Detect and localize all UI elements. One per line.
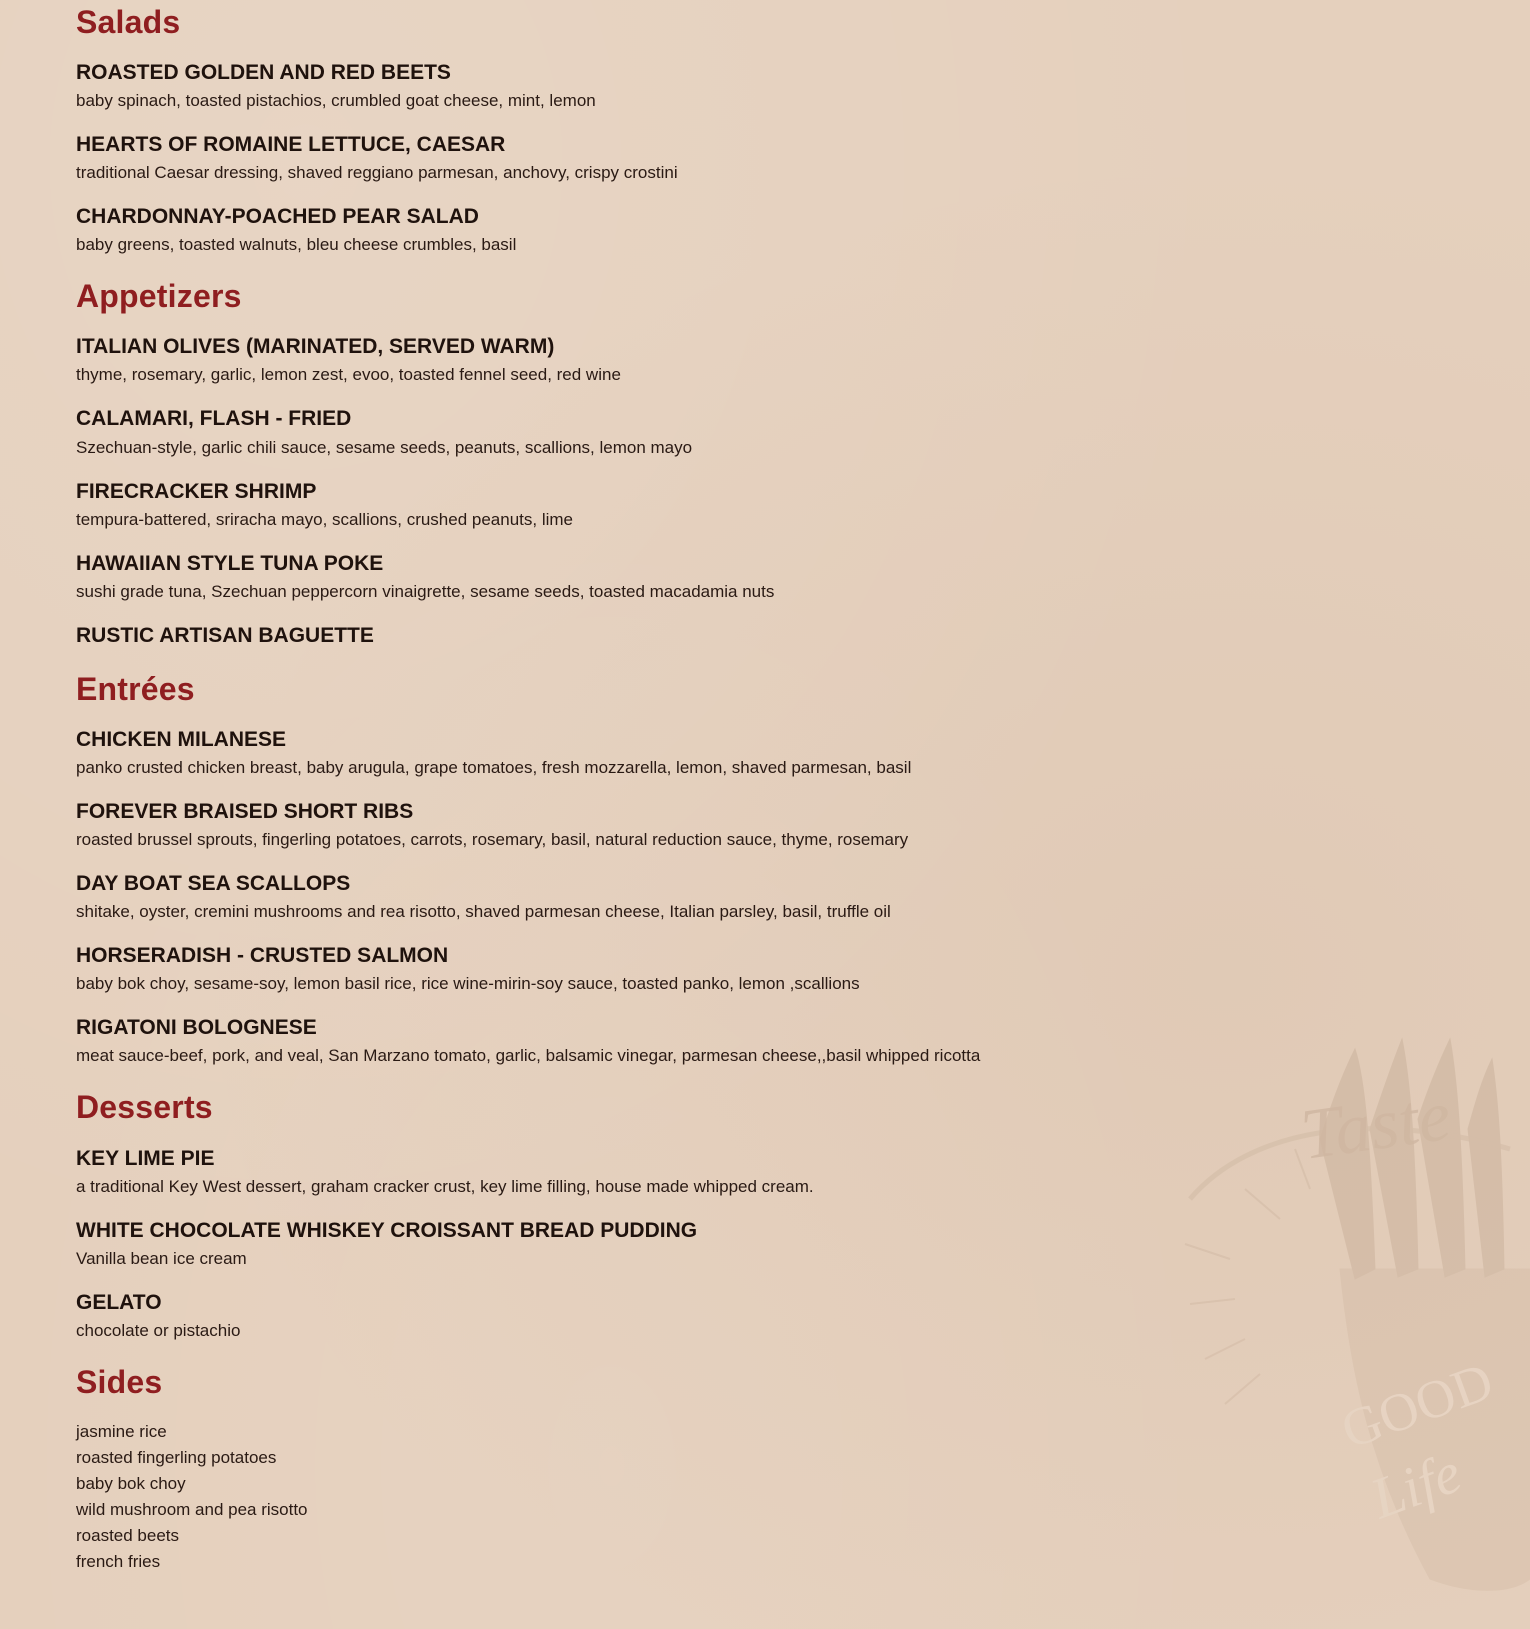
watermark-text-mid: GOOD	[1333, 1350, 1501, 1461]
section-title-appetizers: Appetizers	[76, 278, 242, 314]
menu-item-name: RIGATONI BOLOGNESE	[76, 1016, 317, 1039]
menu-item-desc: tempura-battered, sriracha mayo, scallions, crushed peanuts, lime	[76, 510, 574, 529]
menu-item-desc: baby greens, toasted walnuts, bleu cheese crumbles, basil	[76, 235, 517, 254]
section-title-desserts: Desserts	[76, 1089, 213, 1125]
menu-item-name: HEARTS OF ROMAINE LETTUCE, CAESAR	[76, 133, 506, 156]
watermark-text-bottom: Life	[1362, 1439, 1470, 1532]
menu-item-desc: roasted brussel sprouts, fingerling potatoes, carrots, rosemary, basil, natural reduction sauce, thyme, rosemary	[76, 830, 909, 849]
menu-item-name: HAWAIIAN STYLE TUNA POKE	[76, 552, 384, 575]
fork-watermark-logo	[1170, 1019, 1530, 1599]
side-item: jasmine rice	[76, 1422, 167, 1441]
menu-item-name: CALAMARI, FLASH - FRIED	[76, 407, 352, 430]
side-item: wild mushroom and pea risotto	[76, 1500, 308, 1519]
side-item: french fries	[76, 1552, 161, 1571]
menu-item-desc: sushi grade tuna, Szechuan peppercorn vinaigrette, sesame seeds, toasted macadamia nuts	[76, 582, 775, 601]
menu-item-name: DAY BOAT SEA SCALLOPS	[76, 872, 351, 895]
menu-item-desc: baby bok choy, sesame-soy, lemon basil rice, rice wine-mirin-soy sauce, toasted panko, lemon ,scallions	[76, 974, 860, 993]
menu-item-name: CHICKEN MILANESE	[76, 728, 287, 751]
menu-item-desc: Szechuan-style, garlic chili sauce, sesame seeds, peanuts, scallions, lemon mayo	[76, 438, 693, 457]
menu-item-name: FIRECRACKER SHRIMP	[76, 480, 317, 503]
side-item: roasted fingerling potatoes	[76, 1448, 277, 1467]
section-title-salads: Salads	[76, 4, 181, 40]
menu-item-desc: shitake, oyster, cremini mushrooms and rea risotto, shaved parmesan cheese, Italian parsley, basil, truffle oil	[76, 902, 891, 921]
menu-item-name: KEY LIME PIE	[76, 1147, 215, 1170]
watermark-text-top: Taste	[1296, 1074, 1456, 1175]
menu-item-name: CHARDONNAY-POACHED PEAR SALAD	[76, 205, 479, 228]
menu-item-desc: thyme, rosemary, garlic, lemon zest, evoo, toasted fennel seed, red wine	[76, 365, 621, 384]
menu-item-name: RUSTIC ARTISAN BAGUETTE	[76, 624, 374, 647]
menu-item-name: WHITE CHOCOLATE WHISKEY CROISSANT BREAD PUDDING	[76, 1219, 698, 1242]
menu-item-desc: traditional Caesar dressing, shaved reggiano parmesan, anchovy, crispy crostini	[76, 163, 678, 182]
side-item: baby bok choy	[76, 1474, 186, 1493]
menu-item-desc: baby spinach, toasted pistachios, crumbled goat cheese, mint, lemon	[76, 91, 596, 110]
menu-item-desc: chocolate or pistachio	[76, 1321, 241, 1340]
menu-item-desc: panko crusted chicken breast, baby arugula, grape tomatoes, fresh mozzarella, lemon, shaved parmesan, basil	[76, 758, 912, 777]
menu-item-name: ITALIAN OLIVES (MARINATED, SERVED WARM)	[76, 335, 555, 358]
menu-item-desc: a traditional Key West dessert, graham cracker crust, key lime filling, house made whipped cream.	[76, 1177, 814, 1196]
menu-item-name: GELATO	[76, 1291, 162, 1314]
section-title-entrees: Entrées	[76, 671, 195, 707]
side-item: roasted beets	[76, 1526, 180, 1545]
section-title-sides: Sides	[76, 1364, 163, 1400]
menu-item-desc: Vanilla bean ice cream	[76, 1249, 247, 1268]
menu-item-name: ROASTED GOLDEN AND RED BEETS	[76, 61, 451, 84]
menu-item-name: HORSERADISH - CRUSTED SALMON	[76, 944, 449, 967]
menu-item-name: FOREVER BRAISED SHORT RIBS	[76, 800, 414, 823]
fork-tine	[1468, 1059, 1504, 1277]
menu-item-desc: meat sauce-beef, pork, and veal, San Marzano tomato, garlic, balsamic vinegar, parmesan cheese,,basil whipped ricotta	[76, 1046, 981, 1065]
